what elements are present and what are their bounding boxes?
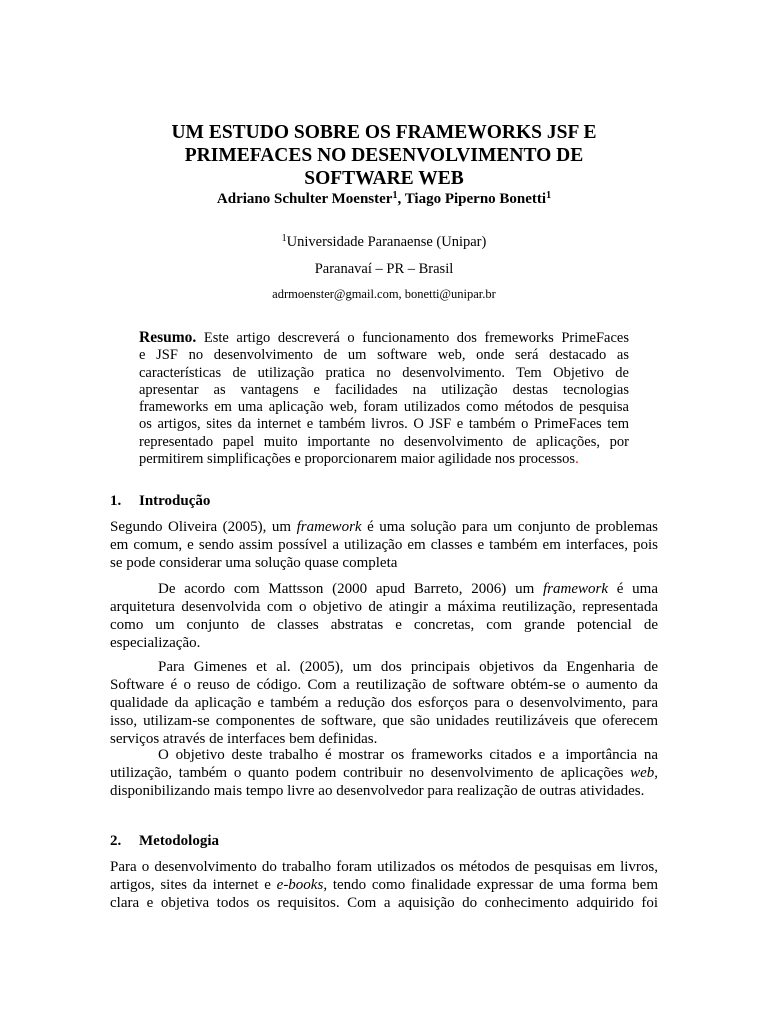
section-number: 1. xyxy=(110,493,122,509)
affiliation-name: Universidade Paranaense (Unipar) xyxy=(286,234,487,250)
author-1: Adriano Schulter Moenster xyxy=(216,191,393,207)
title-line-1: UM ESTUDO SOBRE OS FRAMEWORKS JSF E xyxy=(171,122,597,143)
abstract xyxy=(139,329,629,468)
author-emails: adrmoenster@gmail.com, bonetti@unipar.br xyxy=(272,287,496,301)
abstract-label: Resumo. xyxy=(139,329,197,346)
author-list xyxy=(100,190,668,208)
intro-paragraph-3: Para Gimenes et al. (2005), um dos principais objetivos da Engenharia de Software é o reuso de código. Com a reutilização de software obtém-se o aumento da qualidade da aplicação e também a redução dos esforços para o desenvolvimento, para isso, utilizam-se componentes de software, que são unidades reutilizáveis que oferecem serviços através de interfaces bem definidas. xyxy=(110,659,658,747)
author-2: Tiago Piperno Bonetti xyxy=(404,191,547,207)
affiliation-mark: 1 xyxy=(281,233,287,244)
abstract-line-3: características de utilização pratica no desenvolvimento. Tem Objetivo de xyxy=(139,364,629,381)
affiliation xyxy=(100,233,668,251)
author-separator: , xyxy=(397,191,405,207)
abstract-end-mark: . xyxy=(575,451,579,468)
abstract-line-5: frameworks em uma aplicação web, foram utilizados como métodos de pesquisa xyxy=(139,399,629,416)
title-line-3: SOFTWARE WEB xyxy=(304,168,464,189)
abstract-line-7: representado papel muito importante no desenvolvimento de aplicações, por xyxy=(139,433,629,450)
paper-title xyxy=(100,121,668,190)
section-title: Metodologia xyxy=(139,833,219,849)
intro-paragraph-4: O objetivo deste trabalho é mostrar os frameworks citados e a importância na utilização, também o quanto podem contribuir no desenvolvimento de aplicações web, disponibilizando mais tempo livre ao desenvolvedor para realização de outras atividades. xyxy=(110,747,658,799)
section-title: Introdução xyxy=(139,493,211,509)
section-heading-introducao xyxy=(110,492,210,510)
section-heading-metodologia xyxy=(110,832,219,850)
abstract-line-8: permitirem simplificações e proporcionarem maior agilidade nos processos. xyxy=(139,451,579,468)
abstract-line-4: apresentar as vantagens e facilidades na utilização destas tecnologias xyxy=(139,381,629,398)
title-line-2: PRIMEFACES NO DESENVOLVIMENTO DE xyxy=(184,145,584,166)
intro-paragraph-1: Segundo Oliveira (2005), um framework é uma solução para um conjunto de problemas em comum, e sendo assim possível a utilização em classes e também em interfaces, pois se pode considerar uma solução quase completa xyxy=(110,519,658,571)
abstract-line-6: os artigos, sites da internet e também livros. O JSF e também o PrimeFaces tem xyxy=(139,416,629,433)
intro-paragraph-2: De acordo com Mattsson (2000 apud Barreto, 2006) um framework é uma arquitetura desenvolvida com o objetivo de atingir a máxima reutilização, representada como um conjunto de classes abstratas e concretas, com grande potencial de especialização. xyxy=(110,581,658,651)
section-number: 2. xyxy=(110,833,122,849)
author-2-affil-mark: 1 xyxy=(546,190,552,201)
affiliation-city: Paranavaí – PR – Brasil xyxy=(314,261,454,277)
abstract-line-2: e JSF no desenvolvimento de um software web, onde será destacado as xyxy=(139,347,629,364)
method-paragraph-1: Para o desenvolvimento do trabalho foram utilizados os métodos de pesquisas em livros, artigos, sites da internet e e-books, tendo como finalidade expressar de uma forma bem clara e objetiva todos os requisitos. Com a aquisição do conhecimento adquirido foi xyxy=(110,859,658,911)
abstract-line-1: Resumo. Este artigo descreverá o funcionamento dos fremeworks PrimeFaces xyxy=(139,329,629,346)
author-1-affil-mark: 1 xyxy=(392,190,398,201)
